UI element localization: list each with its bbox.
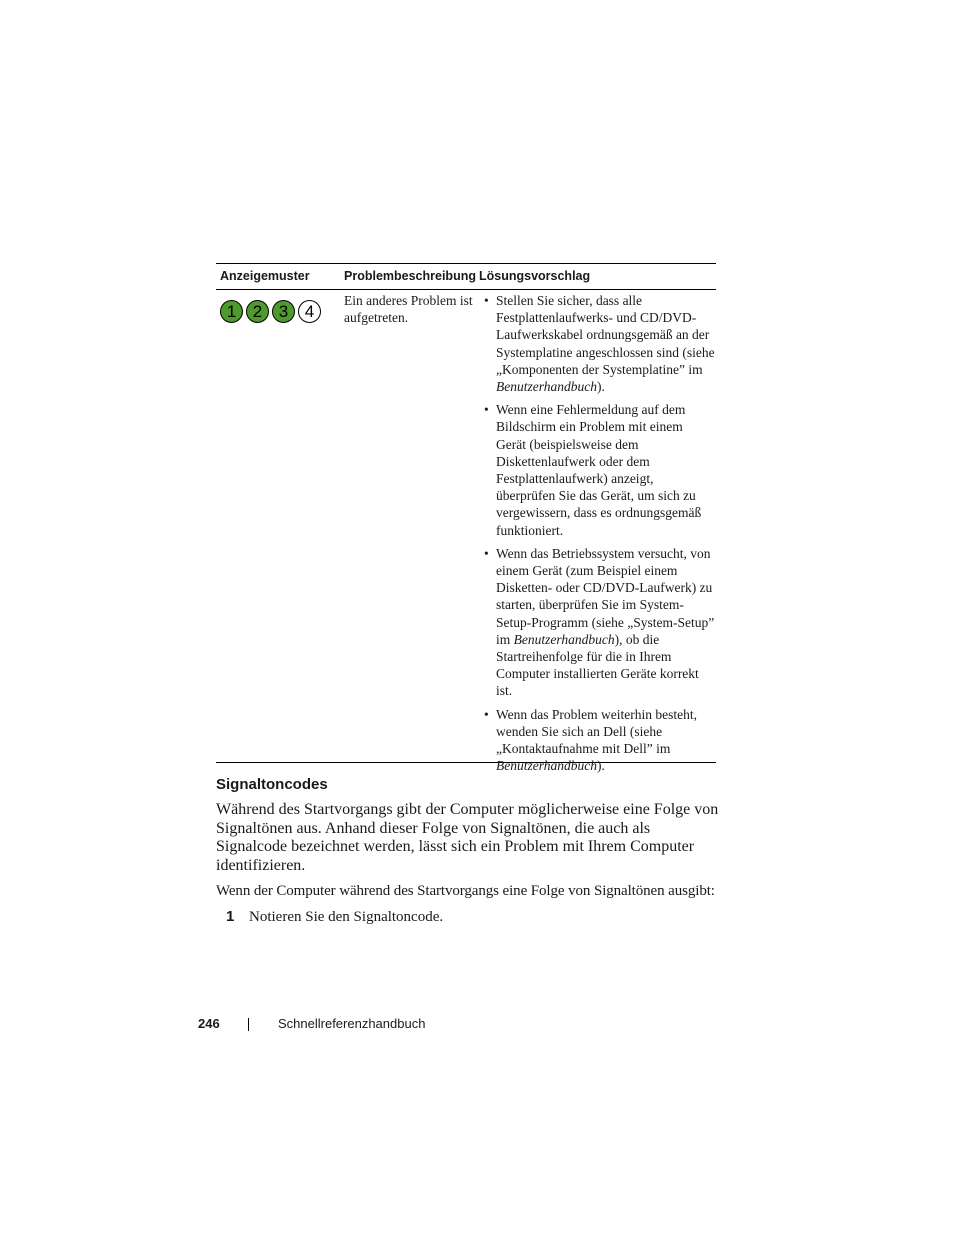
header-anzeigemuster: Anzeigemuster xyxy=(220,269,310,283)
solution-text: ). xyxy=(597,379,605,395)
solution-item xyxy=(482,545,716,700)
diagnostic-table xyxy=(216,263,716,774)
led-indicator-4: 4 xyxy=(298,300,321,323)
led-indicator-3: 3 xyxy=(272,300,295,323)
instruction-paragraph: Wenn der Computer während des Startvorgangs eine Folge von Signaltönen ausgibt: xyxy=(216,883,715,899)
solution-text: Wenn das Betriebssystem versucht, von einem Gerät (zum Beispiel einem Disketten- oder CD/DVD-Laufwerk) zu starten, überprüfen Sie im System-Setup-Programm (siehe „System-Setup” im xyxy=(496,545,715,647)
manual-reference: Benutzerhandbuch xyxy=(513,631,615,647)
problem-description: Ein anderes Problem ist aufgetreten. xyxy=(344,293,473,326)
intro-paragraph: Während des Startvorgangs gibt der Computer möglicherweise eine Folge von Signaltönen aus. Anhand dieser Folge von Signaltönen, die auch als Signalcode bezeichnet werden, lässt sich ein Problem mit Ihrem Computer identifizieren. xyxy=(216,801,719,875)
step-number: 1 xyxy=(226,908,235,925)
manual-reference: Benutzerhandbuch xyxy=(496,379,597,395)
header-loesungsvorschlag: Lösungsvorschlag xyxy=(479,269,591,283)
solution-item xyxy=(482,401,716,539)
table-row xyxy=(216,290,716,774)
page-number: 246 xyxy=(198,1016,220,1031)
step-text: Notieren Sie den Signaltoncode. xyxy=(249,909,444,925)
led-indicator-1: 1 xyxy=(220,300,243,323)
solution-item xyxy=(482,706,716,775)
solution-text: Stellen Sie sicher, dass alle Festplattenlaufwerks- und CD/DVD-Laufwerkskabel ordnungsgemäß an der Systemplatine angeschlossen sind (siehe „Komponenten der Systemplatine” im xyxy=(496,293,715,377)
step-item xyxy=(226,908,443,926)
section-heading: Signaltoncodes xyxy=(216,776,328,793)
solution-item xyxy=(482,292,716,395)
page-footer xyxy=(0,1016,954,1034)
led-indicator-2: 2 xyxy=(246,300,269,323)
table-header xyxy=(216,264,716,290)
header-problembeschreibung: Problembeschreibung xyxy=(344,269,476,283)
footer-divider xyxy=(248,1018,249,1031)
solution-text: Wenn das Problem weiterhin besteht, wenden Sie sich an Dell (siehe „Kontaktaufnahme mit Dell” im xyxy=(496,706,697,757)
solution-list xyxy=(482,292,716,780)
led-pattern xyxy=(220,300,321,323)
solution-text: Wenn eine Fehlermeldung auf dem Bildschirm ein Problem mit einem Gerät (beispielsweise dem Diskettenlaufwerk oder dem Festplattenlaufwerk) anzeigt, überprüfen Sie das Gerät, um sich zu vergewissern, dass es ordnungsgemäß funktioniert. xyxy=(496,402,702,538)
solution-text: ), ob die Startreihenfolge für die in Ihrem Computer installierten Geräte korrekt ist. xyxy=(496,631,699,699)
footer-title: Schnellreferenzhandbuch xyxy=(278,1016,426,1031)
manual-reference: Benutzerhandbuch xyxy=(496,758,597,774)
solution-text: ). xyxy=(597,758,605,774)
